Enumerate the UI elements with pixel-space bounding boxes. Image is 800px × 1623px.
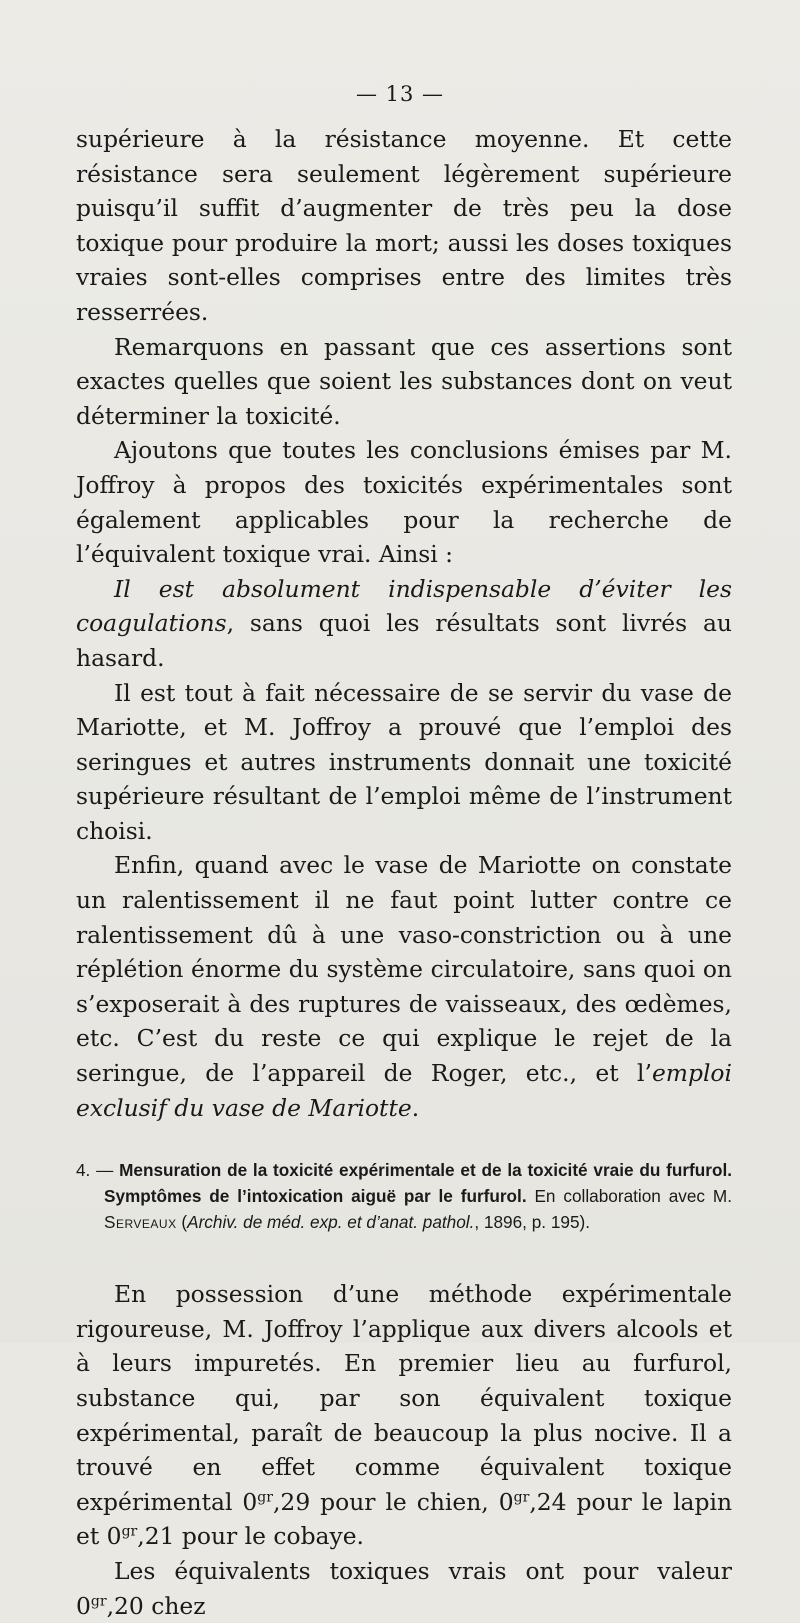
text-run: , sans quoi les résultats sont livrés au hasard. <box>76 609 732 672</box>
text-run: ,20 chez <box>106 1591 206 1620</box>
paragraph <box>76 572 732 676</box>
paragraph <box>76 1554 732 1623</box>
superscript-unit: gr <box>90 1593 107 1610</box>
text-run: En possession d’une méthode expérimentale rigoureuse, M. Joffroy l’applique aux divers alcools et à leurs impuretés. En premier lieu au furfurol, substance qui, par son équivalent toxique expérimental, paraît de beaucoup la plus nocive. Il a trouvé en effet comme équivalent toxique expérimental 0 <box>76 1280 732 1516</box>
spacer <box>76 1125 732 1157</box>
text-run: Ajoutons que toutes les conclusions émises par M. Joffroy à propos des toxicités expérimentales sont également applicables pour la recherche de l’équivalent toxique vrai. Ainsi : <box>76 436 732 569</box>
paragraph <box>76 433 732 571</box>
citation-journal: Archiv. de méd. exp. et d’anat. pathol. <box>187 1212 475 1233</box>
page-content <box>76 122 732 1623</box>
superscript-unit: gr <box>513 1489 530 1506</box>
paragraph <box>76 848 732 1125</box>
collaboration-text: En collaboration avec M. <box>526 1186 732 1207</box>
paragraph <box>76 122 732 330</box>
page-number: — 13 — <box>355 82 445 106</box>
text-run: ,24 pour le lapin et 0 <box>76 1487 733 1551</box>
citation-details: , 1896, p. 195). <box>474 1212 590 1233</box>
text-run: Il est tout à fait nécessaire de se servir du vase de Mariotte, et M. Joffroy a prouvé que l’emploi des seringues et autres instruments donnait une toxicité supérieure résultant de l’emploi même de l’instrument choisi. <box>76 678 732 845</box>
paragraph <box>76 676 732 849</box>
text-run: ,21 pour le cobaye. <box>137 1522 364 1551</box>
text-run: Les équivalents toxiques vrais ont pour valeur 0 <box>76 1556 732 1620</box>
body-text-bottom <box>76 1277 732 1623</box>
superscript-unit: gr <box>121 1523 138 1540</box>
text-run: . <box>411 1093 420 1122</box>
text-run: ,29 pour le chien, 0 <box>273 1487 514 1516</box>
superscript-unit: gr <box>257 1489 273 1506</box>
section-heading: Mensuration de la toxicité expérimentale et de la toxicité vraie du furfurol. Symptômes de l’intoxication aiguë par le furfurol. <box>104 1160 732 1207</box>
body-text-top <box>76 122 732 1125</box>
paragraph <box>76 330 732 434</box>
italic-text: emploi exclusif du vase de Mariotte <box>76 1059 732 1122</box>
section-entry-4 <box>76 1157 732 1235</box>
paragraph <box>76 1277 732 1554</box>
text-run: supérieure à la résistance moyenne. Et cette résistance sera seulement légèrement supérieure puisqu’il suffit d’augmenter de très peu la dose toxique pour produire la mort; aussi les doses toxiques vraies sont-elles comprises entre des limites très resserrées. <box>76 125 732 326</box>
citation-open: ( <box>176 1212 188 1233</box>
collaborator-name: Serveaux <box>104 1212 177 1233</box>
text-run: Enfin, quand avec le vase de Mariotte on constate un ralentissement il ne faut point lutter contre ce ralentissement dû à une vaso-constriction ou à une réplétion énorme du système circulatoire, sans quoi on s’exposerait à des ruptures de vaisseaux, des œdèmes, etc. C’est du reste ce qui explique le rejet de la seringue, de l’appareil de Roger, etc., et l’ <box>76 851 732 1088</box>
italic-text: Il est absolument indispensable d’éviter les coagulations <box>76 574 732 638</box>
spacer <box>76 1235 732 1277</box>
section-number: 4. — <box>76 1160 120 1181</box>
text-run: Remarquons en passant que ces assertions sont exactes quelles que soient les substances dont on veut déterminer la toxicité. <box>76 332 732 430</box>
